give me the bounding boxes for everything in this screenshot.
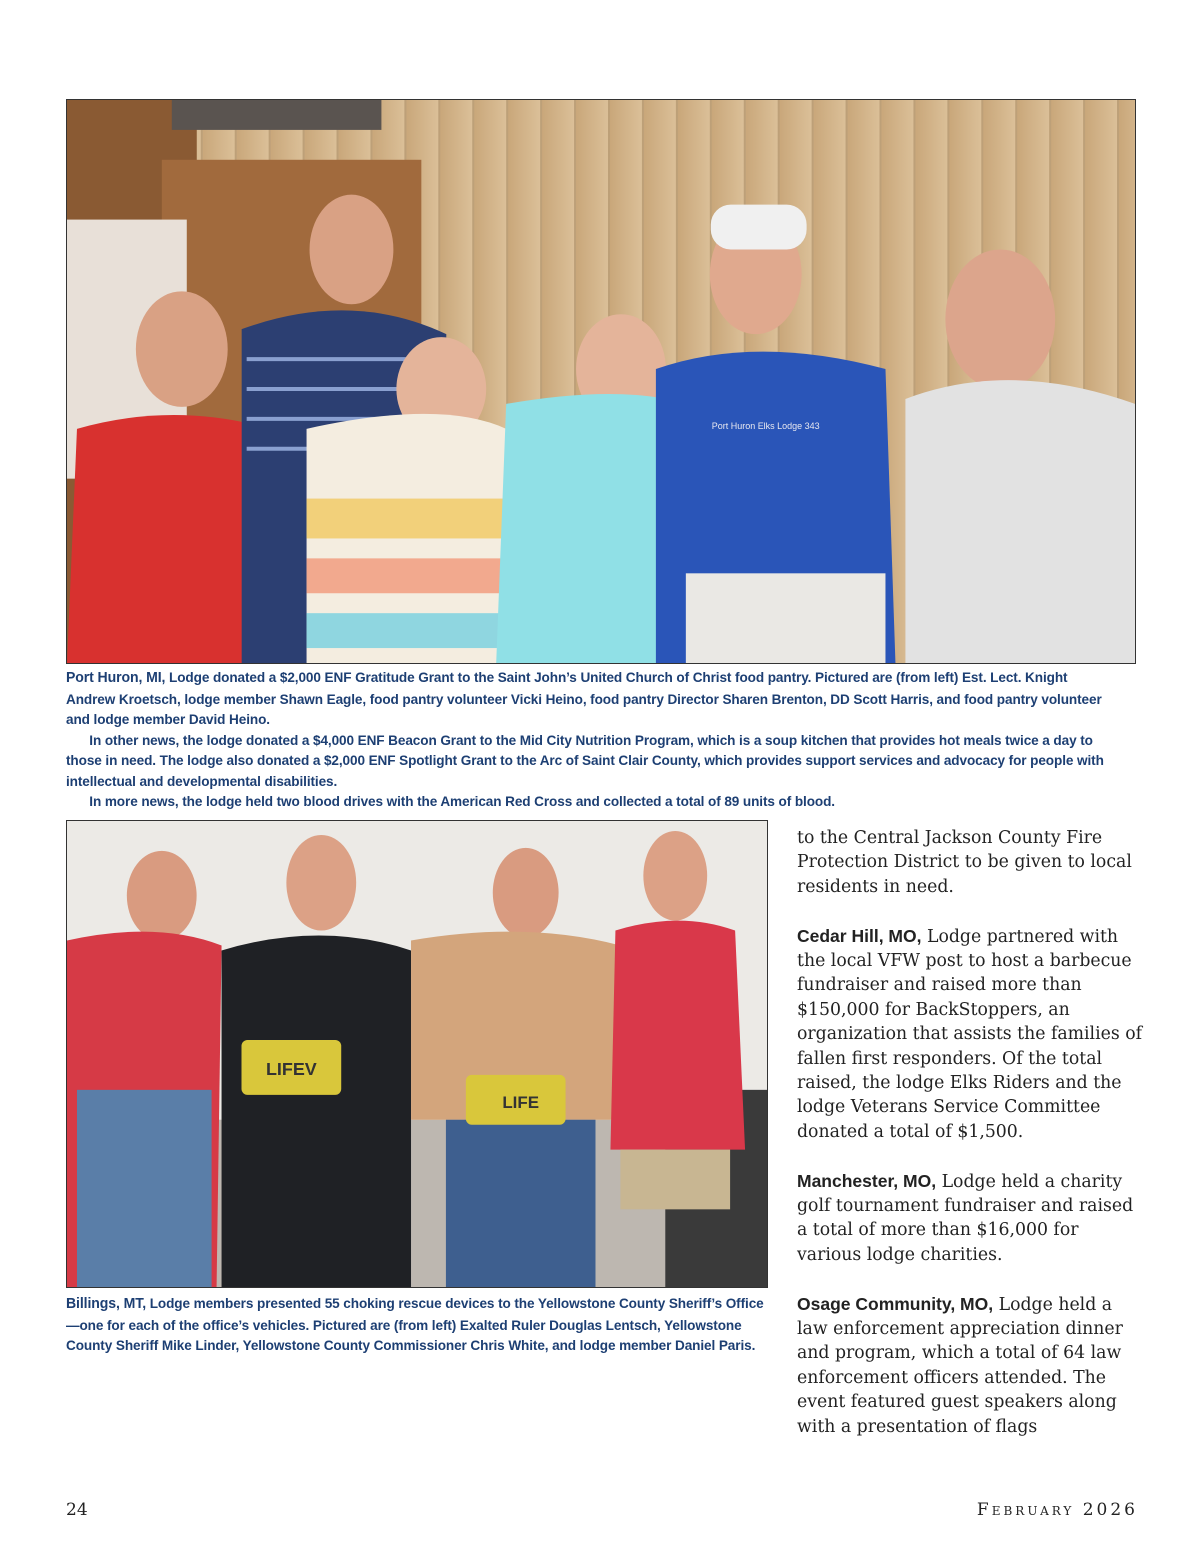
page-number: 24	[66, 1500, 88, 1520]
article-item	[797, 1292, 1142, 1439]
caption-location: Port Huron, MI,	[66, 670, 166, 686]
article-location: Cedar Hill, MO,	[797, 925, 922, 946]
caption-paragraph	[66, 667, 1114, 730]
shirt-text: Port Huron Elks Lodge 343	[711, 420, 820, 431]
article-location: Osage Community, MO,	[797, 1293, 994, 1314]
article-location: Manchester, MO,	[797, 1170, 937, 1191]
article-text: Lodge held a law enforcement appreciation dinner and program, which a total of 64 law enforcement officers attended. The event featured guest speakers along with a presentation of flags	[797, 1294, 1123, 1437]
article-item	[797, 1169, 1142, 1268]
photo-caption-port-huron	[66, 667, 1114, 812]
photo-billings	[66, 820, 768, 1288]
caption-paragraph: In more news, the lodge held two blood drives with the American Red Cross and collected a total of 89 units of blood.	[89, 793, 835, 809]
photo-port-huron	[66, 99, 1136, 664]
photo-port-huron-image	[67, 100, 1135, 663]
article-text: Lodge held a charity golf tournament fundraiser and raised a total of more than $16,000 for various lodge charities.	[797, 1171, 1134, 1265]
issue-date: February 2026	[976, 1500, 1138, 1520]
photo-billings-image	[67, 821, 767, 1287]
caption-text: Lodge members presented 55 choking rescue devices to the Yellowstone County Sheriff’s Office—one for each of the office’s vehicles. Pictured are (from left) Exalted Ruler Douglas Lentsch, Yellowstone County Sheriff Mike Linder, Yellowstone County Commissioner Chris White, and lodge member Daniel Paris.	[66, 1295, 764, 1353]
photo-caption-billings	[66, 1293, 764, 1356]
bag-label-left: LIFEV	[265, 1058, 317, 1079]
bag-label-right: LIFE	[502, 1092, 540, 1112]
article-text: Lodge partnered with the local VFW post to host a barbecue fundraiser and raised more than $150,000 for BackStoppers, an organization that assists the families of fallen first responders. Of the total raised, the lodge Elks Riders and the lodge Veterans Service Committee donated a total of $1,500.	[797, 926, 1143, 1142]
article-item	[797, 924, 1142, 1145]
article-continuation: to the Central Jackson County Fire Protection District to be given to local residents in need.	[797, 828, 1132, 897]
caption-location: Billings, MT,	[66, 1296, 147, 1312]
caption-text: Lodge donated a $2,000 ENF Gratitude Grant to the Saint John’s United Church of Christ food pantry. Pictured are (from left) Est. Lect. Knight Andrew Kroetsch, lodge member Shawn Eagle, food pantry volunteer Vicki Heino, food pantry Director Sharen Brenton, DD Scott Harris, and food pantry volunteer and lodge member David Heino.	[66, 669, 1102, 727]
caption-paragraph	[66, 1293, 764, 1356]
article-column	[797, 826, 1142, 1464]
caption-paragraph: In other news, the lodge donated a $4,000 ENF Beacon Grant to the Mid City Nutrition Program, which is a soup kitchen that provides hot meals twice a day to those in need. The lodge also donated a $2,000 ENF Spotlight Grant to the Arc of Saint Clair County, which provides support services and advocacy for people with intellectual and developmental disabilities.	[66, 731, 1104, 789]
